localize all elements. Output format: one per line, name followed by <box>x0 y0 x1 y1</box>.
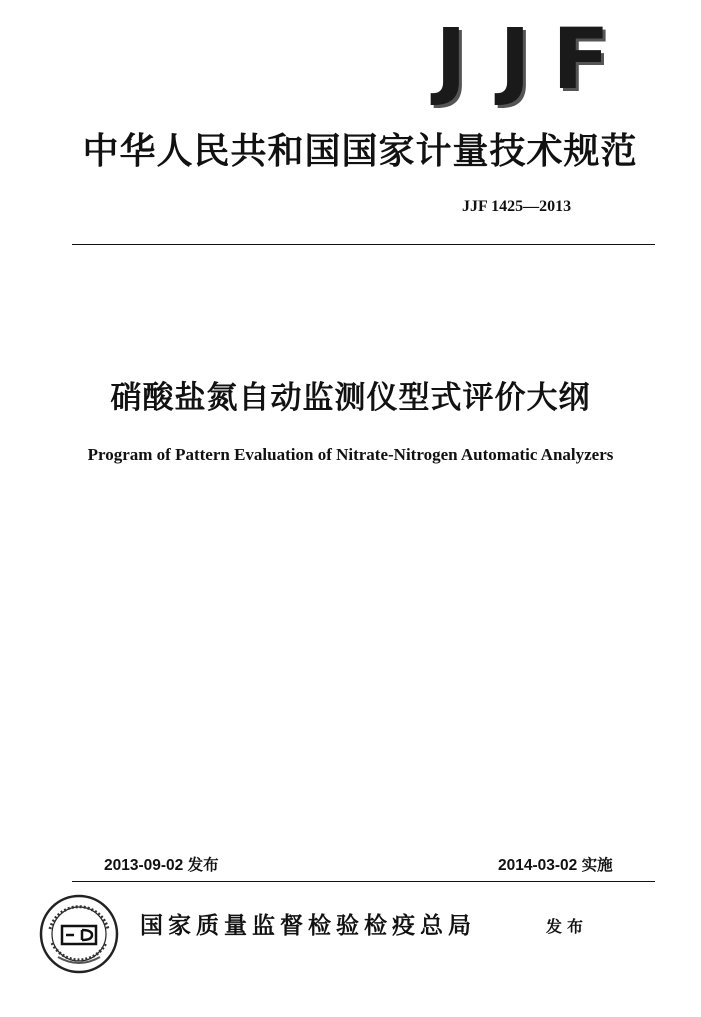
logo-letter-j2: J <box>499 10 531 108</box>
logo-letter-f: F <box>552 10 610 108</box>
publish-label: 发布 <box>546 917 589 936</box>
official-seal-icon <box>38 893 120 975</box>
jjf-logo <box>422 10 614 108</box>
document-title-english: Program of Pattern Evaluation of Nitrate-Nitrogen Automatic Analyzers <box>87 445 614 464</box>
standard-number: JJF 1425—2013 <box>462 198 572 215</box>
org-title: 中华人民共和国国家计量技术规范 <box>82 130 638 172</box>
bottom-divider <box>72 881 655 882</box>
publisher-name: 国家质量监督检验检疫总局 <box>140 912 476 939</box>
implementation-date: 2014-03-02 实施 <box>498 857 613 874</box>
logo-letter-j1: J <box>435 10 467 108</box>
issue-date: 2013-09-02 发布 <box>104 857 219 874</box>
top-divider <box>72 244 655 245</box>
document-title-chinese: 硝酸盐氮自动监测仪型式评价大纲 <box>110 380 591 416</box>
